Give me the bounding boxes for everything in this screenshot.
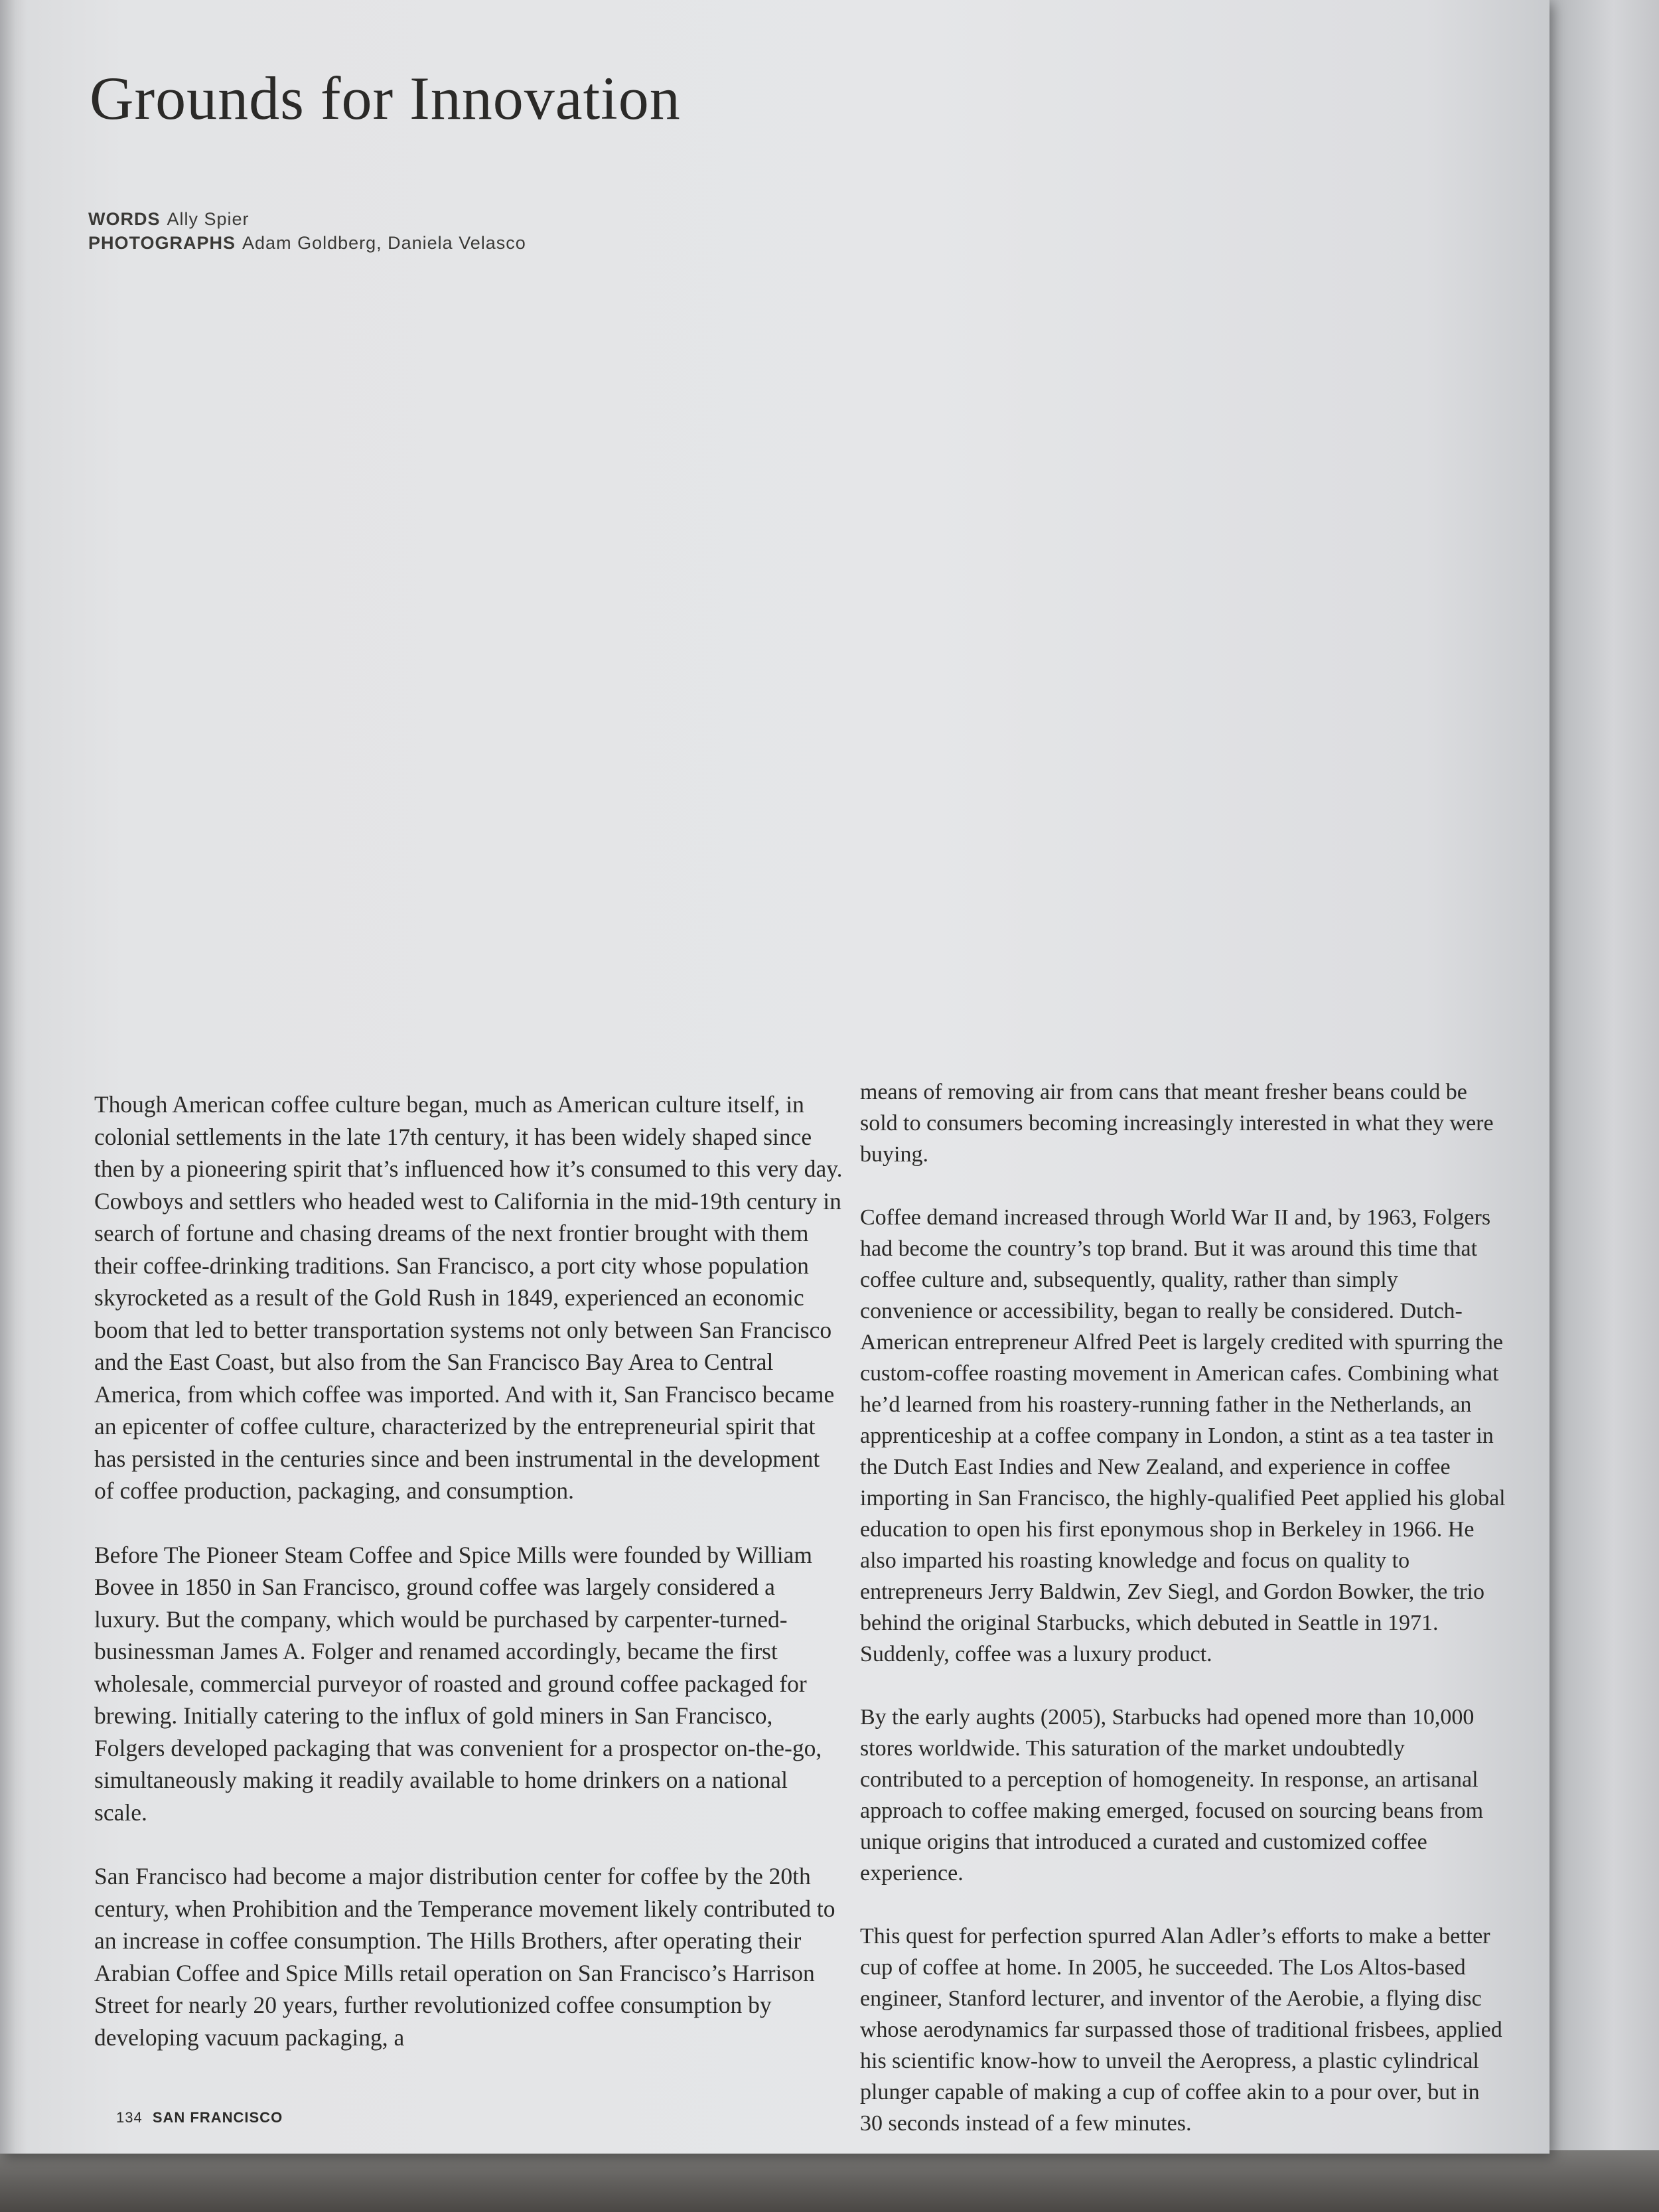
paragraph: This quest for perfection spurred Alan Adler’s efforts to make a better cup of coffee at home. In 2005, he succeeded. The Los Altos-based engineer, Stanford lecturer, and inventor of the Aerobie, a flying disc whose aerodynamics far surpassed those of traditional frisbees, applied his scientific know-how to unveil the Aeropress, a plastic cylindrical plunger capable of making a cup of coffee akin to a pour over, but in 30 seconds instead of a few minutes. — [860, 1924, 1502, 2136]
paragraph: Though American coffee culture began, much as American culture itself, in colonial settlements in the late 17th century, it has been widely shaped since then by a pioneering spirit that’s influenced how it’s consumed to this very day. Cowboys and settlers who headed west to California in the mid-19th century in search of fortune and chasing dreams of the next frontier brought with them their coffee-drinking traditions. San Francisco, a port city whose population skyrocketed as a result of the Gold Rush in 1849, experienced an economic boom that led to better transportation systems not only between San Francisco and the East Coast, but also from the San Francisco Bay Area to Central America, from which coffee was imported. And with it, San Francisco became an epicenter of coffee culture, characterized by the entrepreneurial spirit that has persisted in the centuries since and been instrumental in the development of coffee production, packaging, and consumption. — [94, 1091, 843, 1504]
photographs-label: PHOTOGRAPHS — [88, 233, 236, 253]
words-label: WORDS — [88, 209, 161, 229]
page-number: 134 — [116, 2109, 143, 2126]
body-column-right — [860, 1076, 1507, 2171]
paragraph: By the early aughts (2005), Starbucks had opened more than 10,000 stores worldwide. This saturation of the market undoubtedly contributed to a perception of homogeneity. In response, an artisanal approach to coffee making emerged, focused on sourcing beans from unique origins that introduced a curated and customized coffee experience. — [860, 1705, 1484, 1885]
paragraph: San Francisco had become a major distribution center for coffee by the 20th century, when Prohibition and the Temperance movement likely contributed to an increase in coffee consumption. The Hills Brothers, after operating their Arabian Coffee and Spice Mills retail operation on San Francisco’s Harrison Street for nearly 20 years, further revolutionized coffee consumption by developing vacuum packaging, a — [94, 1863, 835, 2051]
photographs-credit — [88, 231, 526, 255]
paragraph: Coffee demand increased through World War II and, by 1963, Folgers had become the country’s top brand. But it was around this time that coffee culture and, subsequently, quality, rather than simply convenience or accessibility, began to really be considered. Dutch-American entrepreneur Alfred Peet is largely credited with spurring the custom-coffee roasting movement in American cafes. Combining what he’d learned from his roastery-running father in the Netherlands, an apprenticeship at a coffee company in London, a stint as a tea taster in the Dutch East Indies and New Zealand, and experience in coffee importing in San Francisco, the highly-qualified Peet applied his global education to open his first eponymous shop in Berkeley in 1966. He also imparted his roasting knowledge and focus on quality to entrepreneurs Jerry Baldwin, Zev Siegl, and Gordon Bowker, the trio behind the original Starbucks, which debuted in Seattle in 1971. Suddenly, coffee was a luxury product. — [860, 1205, 1506, 1666]
page-footer — [116, 2109, 283, 2126]
body-column-left — [94, 1088, 844, 2085]
section-name: SAN FRANCISCO — [152, 2109, 283, 2126]
paragraph: Before The Pioneer Steam Coffee and Spice Mills were founded by William Bovee in 1850 in San Francisco, ground coffee was largely considered a luxury. But the company, which would be purchased by carpenter-turned-businessman James A. Folger and renamed accordingly, became the first wholesale, commercial purveyor of roasted and ground coffee packaged for brewing. Initially catering to the influx of gold miners in San Francisco, Folgers developed packaging that was convenient for a prospector on-the-go, simultaneously making it readily available to home drinkers on a national scale. — [94, 1541, 822, 1826]
paragraph: means of removing air from cans that meant fresher beans could be sold to consumers becoming increasingly interested in what they were buying. — [860, 1080, 1494, 1167]
page-gutter-shadow — [0, 0, 27, 2154]
words-value: Ally Spier — [167, 209, 250, 229]
article-title: Grounds for Innovation — [90, 64, 681, 132]
words-credit — [88, 207, 526, 231]
photographs-value: Adam Goldberg, Daniela Velasco — [242, 233, 526, 253]
article-credits — [88, 207, 526, 255]
